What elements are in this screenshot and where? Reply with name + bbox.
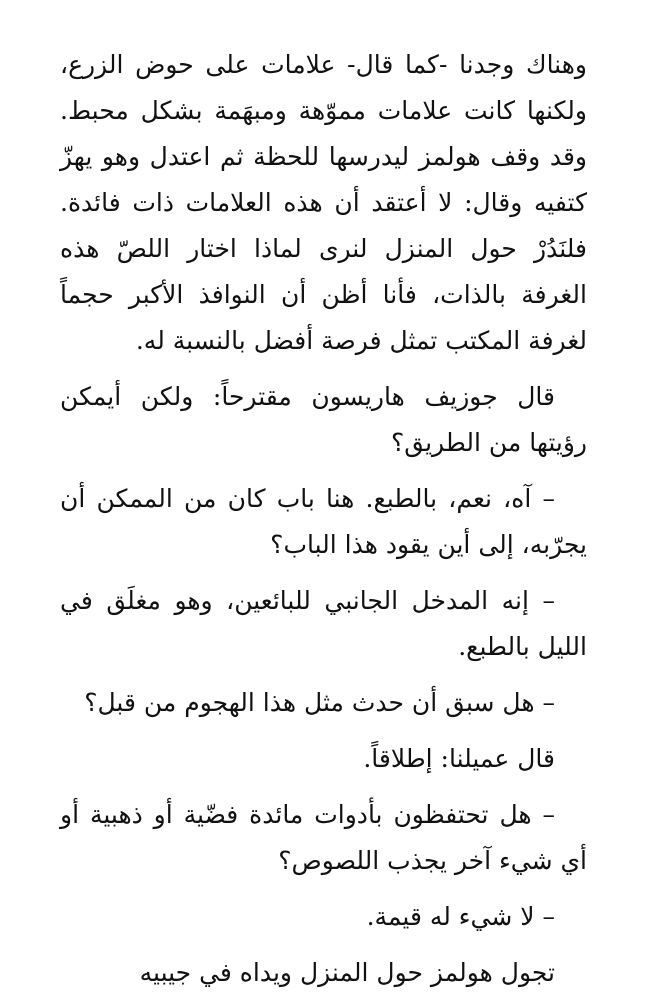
paragraph-5: – هل سبق أن حدث مثل هذا الهجوم من قبل؟ [84,688,555,717]
paragraph-8: – لا شيء له قيمة. [366,902,555,931]
paragraph-6: قال عميلنا: إطلاقاً. [363,744,555,773]
paragraph-1: وهناك وجدنا -كما قال- علامات على حوض الزرع، ولكنها كانت علامات مموّهة ومبهَمة بشكل محبط. وقد وقف هولمز ليدرسها للحظة ثم اعتدل وهو يهزّ كتفيه وقال: لا أعتقد أن هذه العلامات ذات فائدة. فلنَدُرْ حول المنزل لنرى لماذا اختار اللصّ هذه الغرفة بالذات، فأنا أظن أن النوافذ الأكبر حجماً لغرفة المكتب تمثل فرصة أفضل بالنسبة له. [60,50,587,355]
paragraph-4: – إنه المدخل الجانبي للبائعين، وهو مغلَق في الليل بالطبع. [60,586,587,661]
book-page [60,42,587,1006]
paragraph-9: تجول هولمز حول المنزل ويداه في جيبيه [139,958,555,987]
paragraph-7: – هل تحتفظون بأدوات مائدة فضّية أو ذهبية أو أي شيء آخر يجذب اللصوص؟ [60,800,587,875]
paragraph-3: – آه، نعم، بالطبع. هنا باب كان من الممكن أن يجرّبه، إلى أين يقود هذا الباب؟ [60,484,587,559]
paragraph-2: قال جوزيف هاريسون مقترحاً: ولكن أيمكن رؤيتها من الطريق؟ [60,382,587,457]
